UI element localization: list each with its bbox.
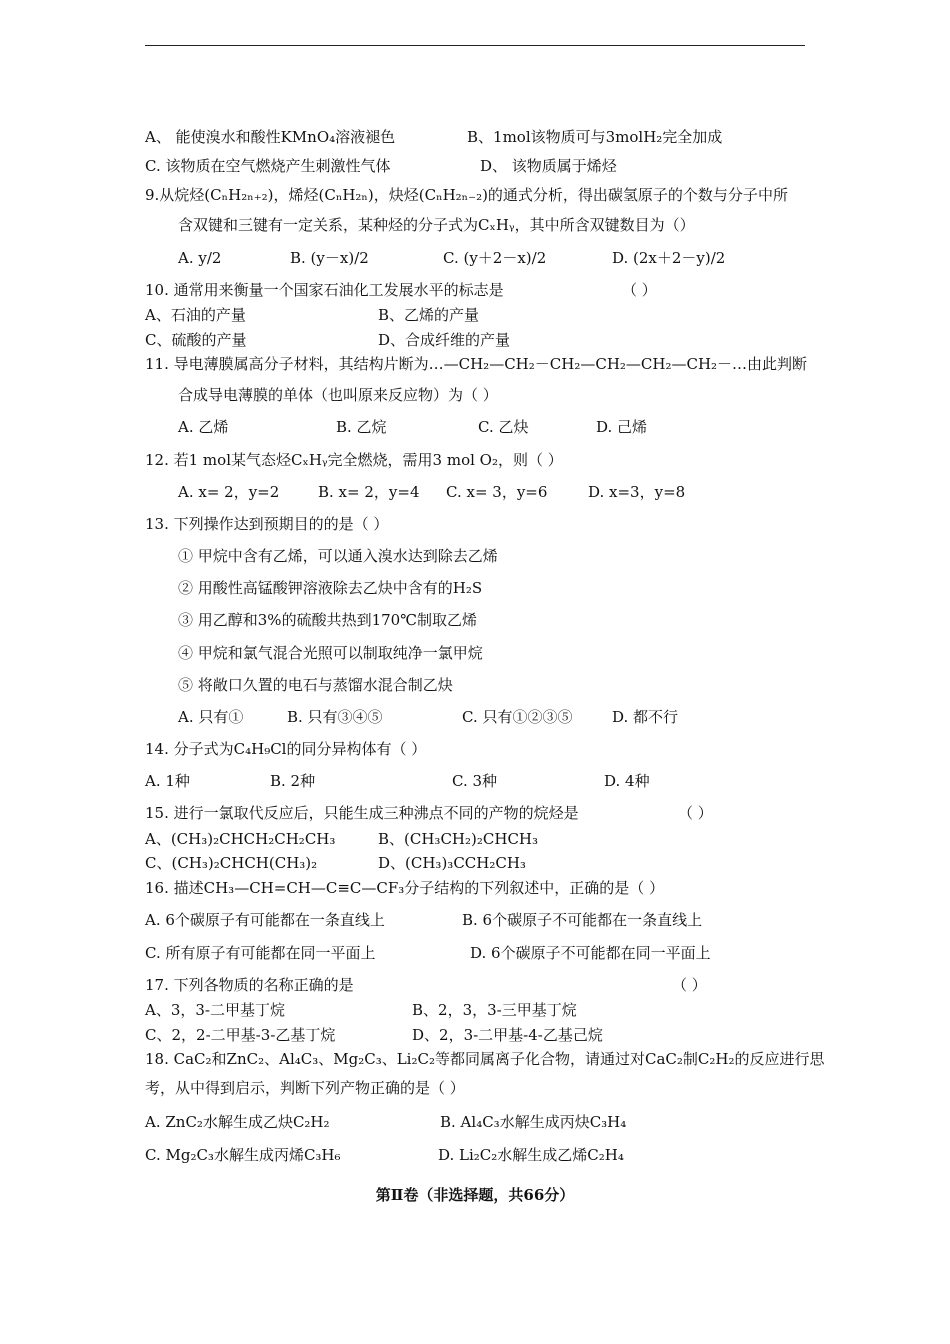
q17-option-a: A、3，3-二甲基丁烷 [145, 1001, 285, 1019]
q16-option-c: C. 所有原子有可能都在同一平面上 [145, 944, 376, 962]
q17-option-b: B、2，3，3-三甲基丁烷 [412, 1001, 577, 1019]
q11-stem-line1: 11. 导电薄膜属高分子材料，其结构片断为…—CH₂—CH₂－CH₂—CH₂—CH₂—CH₂－…由此判断 [145, 355, 808, 373]
q10-option-b: B、乙烯的产量 [378, 306, 480, 324]
q8-option-a: A、 能使溴水和酸性KMnO₄溶液褪色 [145, 128, 396, 146]
q18-option-d: D. Li₂C₂水解生成乙烯C₂H₄ [438, 1146, 624, 1164]
q11-option-c: C. 乙炔 [478, 418, 529, 436]
q13-stem: 13. 下列操作达到预期目的的是（ ） [145, 515, 389, 533]
q9-stem-line1: 9.从烷烃(CₙH₂ₙ₊₂)，烯烃(CₙH₂ₙ)，炔烃(CₙH₂ₙ₋₂)的通式分析，得出碳氢原子的个数与分子中所 [145, 186, 788, 204]
q13-item-1: ① 甲烷中含有乙烯，可以通入溴水达到除去乙烯 [178, 547, 498, 565]
q10-answer-paren: （ ） [622, 281, 657, 299]
q16-option-a: A. 6个碳原子有可能都在一条直线上 [145, 911, 385, 929]
q14-option-b: B. 2种 [270, 772, 316, 790]
q17-stem: 17. 下列各物质的名称正确的是 [145, 976, 354, 994]
q15-option-d: D、(CH₃)₃CCH₂CH₃ [378, 854, 526, 872]
q8-option-c: C. 该物质在空气燃烧产生刺激性气体 [145, 157, 391, 175]
q11-option-a: A. 乙烯 [178, 418, 229, 436]
q13-item-5: ⑤ 将敞口久置的电石与蒸馏水混合制乙炔 [178, 676, 453, 694]
q16-stem: 16. 描述CH₃—CH=CH—C≡C—CF₃分子结构的下列叙述中，正确的是（ ） [145, 879, 665, 897]
q10-stem: 10. 通常用来衡量一个国家石油化工发展水平的标志是 [145, 281, 504, 299]
header-rule [145, 45, 805, 46]
q11-option-b: B. 乙烷 [336, 418, 387, 436]
q9-option-a: A. y/2 [178, 249, 222, 267]
q13-option-c: C. 只有①②③⑤ [462, 708, 573, 726]
q18-stem-line2: 考，从中得到启示，判断下列产物正确的是（ ） [145, 1079, 465, 1097]
q10-option-d: D、合成纤维的产量 [378, 331, 511, 349]
q13-option-b: B. 只有③④⑤ [287, 708, 383, 726]
q14-option-d: D. 4种 [604, 772, 650, 790]
q15-option-b: B、(CH₃CH₂)₂CHCH₃ [378, 830, 539, 848]
q11-stem-line2: 合成导电薄膜的单体（也叫原来反应物）为（ ） [178, 386, 498, 404]
q9-stem-line2: 含双键和三键有一定关系，某种烃的分子式为CₓHᵧ，其中所含双键数目为（） [178, 216, 695, 234]
section-title: 第Ⅱ卷（非选择题，共66分） [375, 1186, 575, 1204]
q17-answer-paren: （ ） [672, 976, 707, 994]
q16-option-b: B. 6个碳原子不可能都在一条直线上 [462, 911, 703, 929]
q15-option-c: C、(CH₃)₂CHCH(CH₃)₂ [145, 854, 318, 872]
q12-stem: 12. 若1 mol某气态烃CₓHᵧ完全燃烧，需用3 mol O₂，则（ ） [145, 451, 563, 469]
q16-option-d: D. 6个碳原子不可能都在同一平面上 [470, 944, 711, 962]
q13-item-3: ③ 用乙醇和3%的硫酸共热到170℃制取乙烯 [178, 611, 477, 629]
q13-option-a: A. 只有① [178, 708, 244, 726]
q13-item-4: ④ 甲烷和氯气混合光照可以制取纯净一氯甲烷 [178, 644, 483, 662]
q9-option-c: C. (y＋2－x)/2 [443, 249, 547, 267]
q18-stem-line1: 18. CaC₂和ZnC₂、Al₄C₃、Mg₂C₃、Li₂C₂等都同属离子化合物，请通过对CaC₂制C₂H₂的反应进行思 [145, 1050, 825, 1068]
q8-option-d: D、 该物质属于烯烃 [480, 157, 617, 175]
q18-option-a: A. ZnC₂水解生成乙炔C₂H₂ [145, 1113, 330, 1131]
q12-option-d: D. x=3，y=8 [588, 483, 686, 501]
q12-option-c: C. x= 3，y=6 [446, 483, 548, 501]
q17-option-c: C、2，2-二甲基-3-乙基丁烷 [145, 1026, 336, 1044]
q13-item-2: ② 用酸性高锰酸钾溶液除去乙炔中含有的H₂S [178, 579, 483, 597]
q15-stem: 15. 进行一氯取代反应后，只能生成三种沸点不同的产物的烷烃是 [145, 804, 579, 822]
q10-option-c: C、硫酸的产量 [145, 331, 247, 349]
q8-option-b: B、1mol该物质可与3molH₂完全加成 [467, 128, 723, 146]
q17-option-d: D、2，3-二甲基-4-乙基己烷 [412, 1026, 603, 1044]
q15-answer-paren: （ ） [678, 804, 713, 822]
q14-option-a: A. 1种 [145, 772, 190, 790]
q18-option-b: B. Al₄C₃水解生成丙炔C₃H₄ [440, 1113, 627, 1131]
q18-option-c: C. Mg₂C₃水解生成丙烯C₃H₆ [145, 1146, 341, 1164]
q12-option-b: B. x= 2，y=4 [318, 483, 420, 501]
q15-option-a: A、(CH₃)₂CHCH₂CH₂CH₃ [145, 830, 336, 848]
q10-option-a: A、石油的产量 [145, 306, 246, 324]
q9-option-d: D. (2x＋2－y)/2 [612, 249, 726, 267]
q11-option-d: D. 己烯 [596, 418, 648, 436]
q14-option-c: C. 3种 [452, 772, 498, 790]
q9-option-b: B. (y－x)/2 [290, 249, 369, 267]
q14-stem: 14. 分子式为C₄H₉Cl的同分异构体有（ ） [145, 740, 427, 758]
q13-option-d: D. 都不行 [612, 708, 679, 726]
q12-option-a: A. x= 2，y=2 [178, 483, 280, 501]
